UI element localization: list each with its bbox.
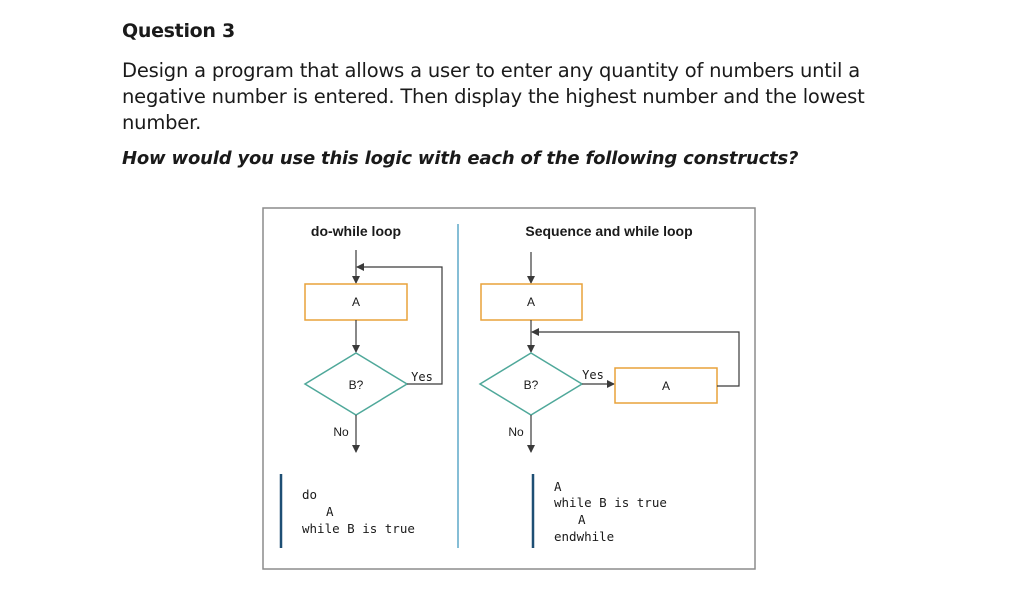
left-panel-title: do-while loop [310,223,402,239]
right-code-line-4: endwhile [554,529,615,544]
left-process-label: A [351,295,361,309]
left-no-label: No [333,425,349,439]
right-no-label: No [508,425,524,439]
right-code-line-3: A [578,512,586,527]
right-panel-title: Sequence and while loop [525,223,693,239]
right-decision-label: B? [523,378,539,392]
left-decision-label: B? [348,378,364,392]
left-code-line-2: A [326,504,334,519]
right-code-line-2: while B is true [554,495,667,510]
question-prompt: How would you use this logic with each of the following constructs? [122,148,799,169]
left-code-line-3: while B is true [302,521,415,536]
question-description: Design a program that allows a user to enter any quantity of numbers until a negative number is entered. Then display the highest number and the lowest number. [122,59,865,134]
left-code-line-1: do [302,487,318,502]
right-yes-label: Yes [582,368,604,382]
left-yes-label: Yes [411,370,433,384]
right-code-line-1: A [554,479,562,494]
right-process-top-label: A [526,295,536,309]
question-heading: Question 3 [122,20,235,42]
right-process-loop-label: A [661,379,671,393]
